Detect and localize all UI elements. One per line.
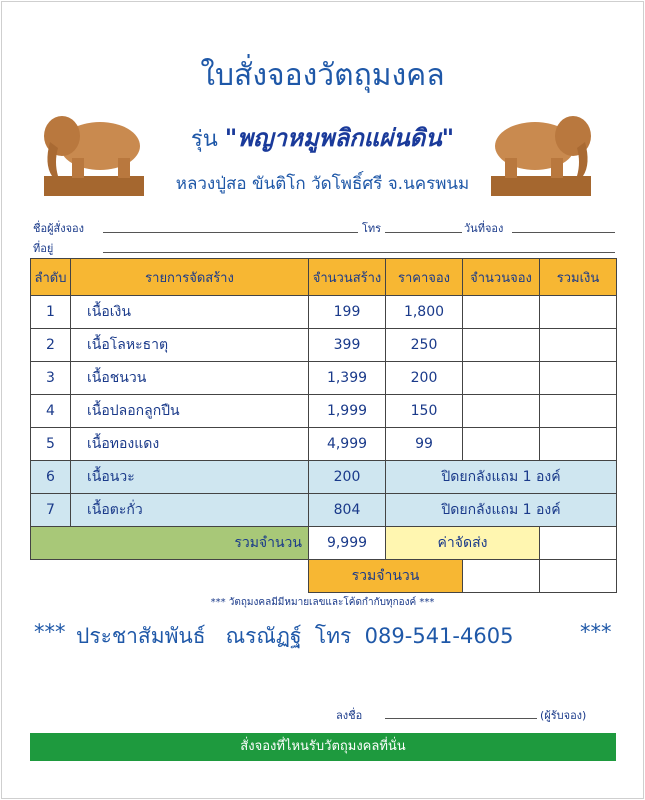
row-item: เนื้อตะกั่ว bbox=[71, 494, 309, 527]
header-qty: จำนวนสร้าง bbox=[309, 259, 386, 296]
row-qty: 1,999 bbox=[309, 395, 386, 428]
row-price: 1,800 bbox=[386, 296, 463, 329]
row-bonus-note: ปิดยกลังแถม 1 องค์ bbox=[386, 494, 617, 527]
row-price: 200 bbox=[386, 362, 463, 395]
row-no: 6 bbox=[31, 461, 71, 494]
table-row bbox=[31, 395, 617, 428]
row-qty: 804 bbox=[309, 494, 386, 527]
row-price: 150 bbox=[386, 395, 463, 428]
name-field[interactable] bbox=[103, 232, 358, 233]
row-item: เนื้อนวะ bbox=[71, 461, 309, 494]
signature-field[interactable] bbox=[385, 718, 537, 719]
row-item: เนื้อชนวน bbox=[71, 362, 309, 395]
row-total-cell[interactable] bbox=[540, 395, 617, 428]
row-total-cell[interactable] bbox=[540, 362, 617, 395]
shipping-label: ค่าจัดส่ง bbox=[386, 527, 540, 560]
monk-line: หลวงปู่สอ ขันติโก วัดโพธิ์ศรี จ.นครพนม bbox=[175, 174, 470, 194]
header-item: รายการจัดสร้าง bbox=[71, 259, 309, 296]
row-qty: 1,399 bbox=[309, 362, 386, 395]
sign-role: (ผู้รับจอง) bbox=[540, 709, 587, 722]
row-bonus-note: ปิดยกลังแถม 1 องค์ bbox=[386, 461, 617, 494]
total-qty: 9,999 bbox=[309, 527, 386, 560]
row-order-qty-cell[interactable] bbox=[463, 362, 540, 395]
series-name: "พญาหมูพลิกแผ่นดิน" bbox=[224, 124, 455, 152]
row-qty: 199 bbox=[309, 296, 386, 329]
table-row bbox=[31, 428, 617, 461]
contact-text: ประชาสัมพันธ์ ณรณัฏฐ์ โทร 089-541-4605 bbox=[76, 624, 514, 648]
table-row bbox=[31, 362, 617, 395]
row-price: 99 bbox=[386, 428, 463, 461]
row-order-qty-cell[interactable] bbox=[463, 395, 540, 428]
row-qty: 4,999 bbox=[309, 428, 386, 461]
shipping-cell[interactable] bbox=[540, 527, 617, 560]
bottom-banner: สั่งจองที่ไหนรับวัตถุมงคลที่นั่น bbox=[30, 733, 616, 761]
elephant-statue-icon bbox=[487, 106, 597, 198]
sign-label: ลงชื่อ bbox=[336, 709, 363, 722]
header-price: ราคาจอง bbox=[386, 259, 463, 296]
row-order-qty-cell[interactable] bbox=[463, 428, 540, 461]
row-order-qty-cell[interactable] bbox=[463, 296, 540, 329]
phone-field[interactable] bbox=[385, 232, 462, 233]
total-row bbox=[31, 527, 617, 560]
row-item: เนื้อโลหะธาตุ bbox=[71, 329, 309, 362]
row-item: เนื้อปลอกลูกปืน bbox=[71, 395, 309, 428]
table-header-row bbox=[31, 259, 617, 296]
table-row-bonus bbox=[31, 494, 617, 527]
grand-total-order-cell[interactable] bbox=[463, 560, 540, 593]
row-price: 250 bbox=[386, 329, 463, 362]
row-no: 1 bbox=[31, 296, 71, 329]
date-label: วันที่จอง bbox=[464, 222, 504, 235]
row-qty: 399 bbox=[309, 329, 386, 362]
table-row-bonus bbox=[31, 461, 617, 494]
row-no: 3 bbox=[31, 362, 71, 395]
address-field[interactable] bbox=[103, 252, 615, 253]
row-total-cell[interactable] bbox=[540, 329, 617, 362]
grand-total-label: รวมจำนวน bbox=[309, 560, 463, 593]
row-no: 4 bbox=[31, 395, 71, 428]
table-row bbox=[31, 329, 617, 362]
header-total: รวมเงิน bbox=[540, 259, 617, 296]
row-item: เนื้อเงิน bbox=[71, 296, 309, 329]
serial-note: *** วัตถุมงคลมีมีหมายเลขและโค้ดกำกับทุกองค์ *** bbox=[210, 597, 435, 608]
header-no: ลำดับ bbox=[31, 259, 71, 296]
header-order-qty: จำนวนจอง bbox=[463, 259, 540, 296]
row-total-cell[interactable] bbox=[540, 428, 617, 461]
page-title: ใบสั่งจองวัตถุมงคล bbox=[200, 58, 445, 93]
row-order-qty-cell[interactable] bbox=[463, 329, 540, 362]
date-field[interactable] bbox=[512, 232, 615, 233]
row-no: 2 bbox=[31, 329, 71, 362]
row-no: 7 bbox=[31, 494, 71, 527]
stars-right: *** bbox=[580, 620, 612, 644]
row-no: 5 bbox=[31, 428, 71, 461]
row-item: เนื้อทองแดง bbox=[71, 428, 309, 461]
total-label: รวมจำนวน bbox=[31, 527, 309, 560]
row-total-cell[interactable] bbox=[540, 296, 617, 329]
grand-total-row bbox=[31, 560, 617, 593]
row-qty: 200 bbox=[309, 461, 386, 494]
address-label: ที่อยู่ bbox=[33, 242, 54, 255]
grand-total-cell[interactable] bbox=[540, 560, 617, 593]
name-label: ชื่อผู้สั่งจอง bbox=[33, 222, 85, 235]
table-row bbox=[31, 296, 617, 329]
series-prefix: รุ่น bbox=[190, 127, 218, 152]
phone-label: โทร bbox=[362, 222, 382, 235]
elephant-statue-icon bbox=[38, 106, 148, 198]
stars-left: *** bbox=[34, 620, 66, 644]
order-table bbox=[30, 258, 617, 593]
